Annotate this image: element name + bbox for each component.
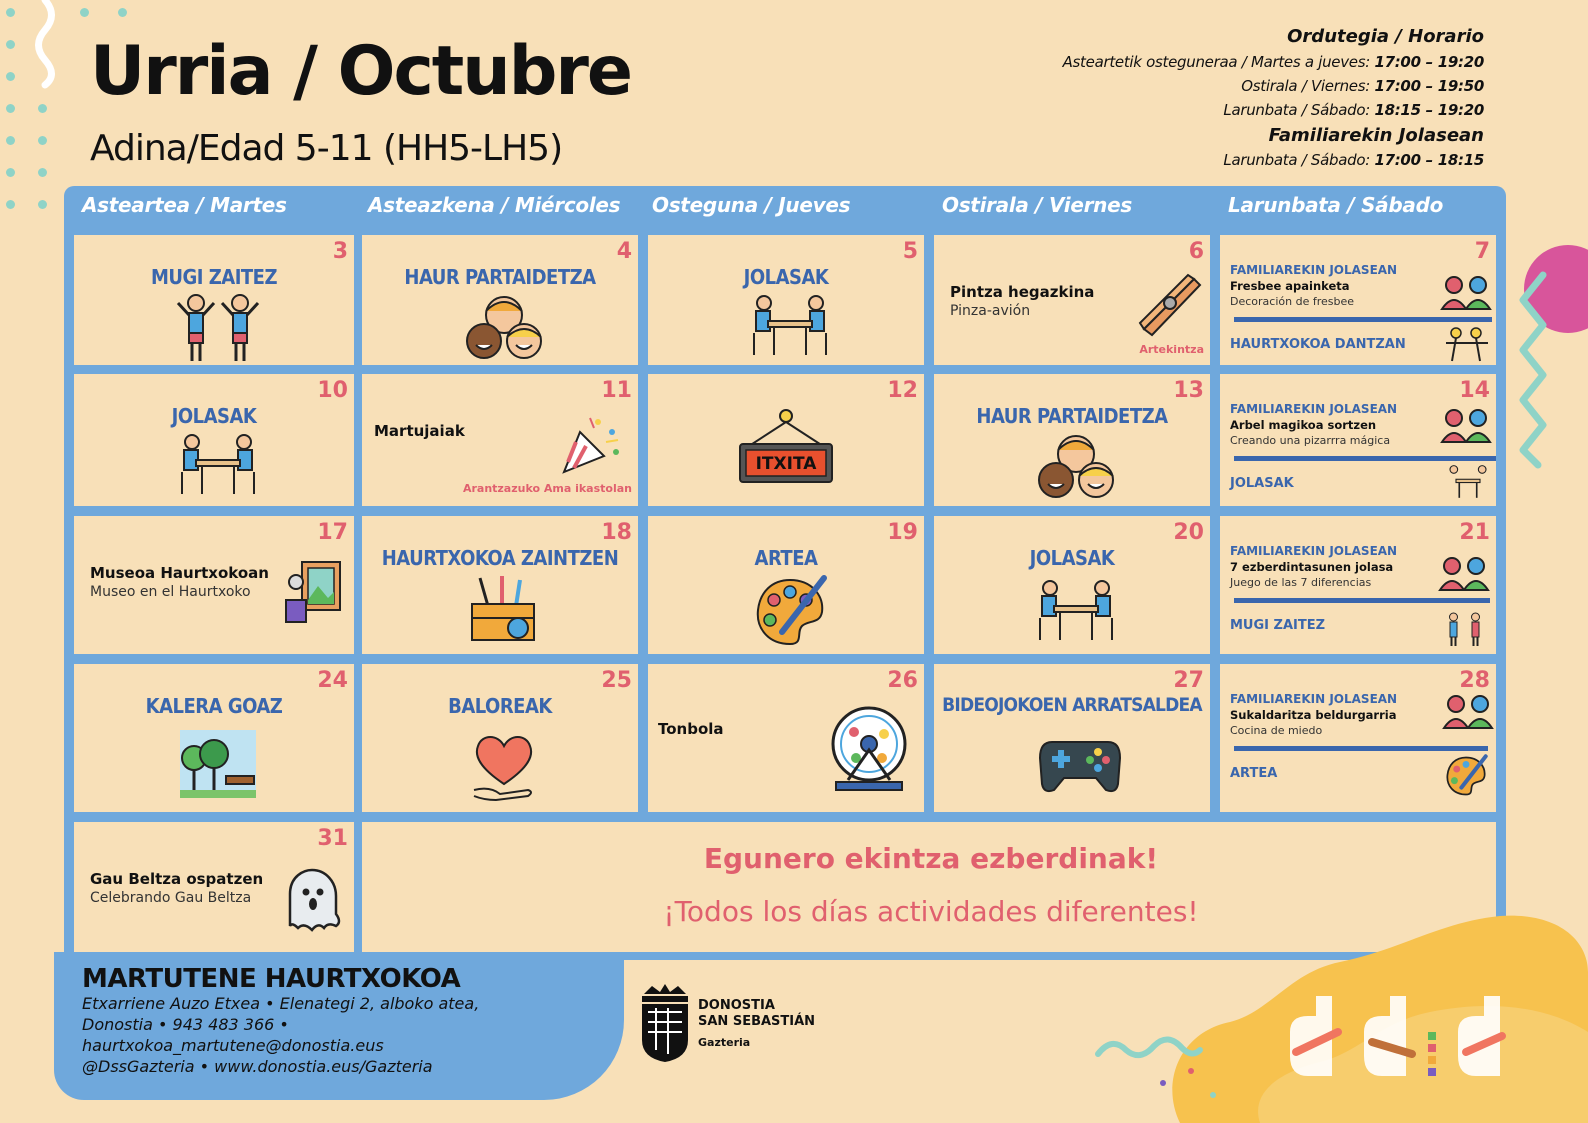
board-game-table-icon (1446, 464, 1490, 500)
day-number: 11 (601, 378, 632, 403)
schedule-heading: Ordutegia / Horario (1287, 26, 1484, 47)
divider-bar (1234, 746, 1488, 751)
activity-title: BIDEOJOKOEN ARRATSALDEA (942, 694, 1202, 716)
age-subtitle: Adina/Edad 5-11 (HH5-LH5) (90, 128, 563, 169)
logo-line-3: Gazteria (698, 1036, 751, 1049)
schedule-line-weekdays (964, 53, 1484, 71)
cell-day-26 (648, 664, 924, 812)
schedule-block (964, 26, 1484, 175)
board-game-table-icon (750, 293, 830, 359)
cell-day-27 (934, 664, 1210, 812)
activity-title: KALERA GOAZ (145, 694, 283, 718)
kids-exercise-icon (1442, 612, 1488, 648)
activity-title: Pintza hegazkina (950, 283, 1095, 301)
logo-line-1: DONOSTIA (698, 998, 775, 1013)
saturday-activity: JOLASAK (1230, 476, 1294, 491)
family-label: FAMILIAREKIN JOLASEAN (1230, 692, 1398, 706)
dancing-kids-icon (1442, 323, 1492, 363)
family-activity-title: Fresbee apainketa (1230, 279, 1350, 293)
day-number: 4 (616, 239, 632, 264)
family-icon (1442, 694, 1494, 730)
cell-day-3 (74, 235, 354, 365)
activity-title: HAUR PARTAIDETZA (976, 404, 1168, 428)
cell-day-14 (1220, 374, 1496, 506)
zigzag-decoration (1518, 270, 1548, 470)
activity-subtitle: Museo en el Haurtxoko (90, 584, 251, 600)
family-icon (1440, 275, 1492, 311)
toolbox-icon (468, 574, 538, 644)
paint-palette-icon (752, 574, 828, 650)
board-game-table-icon (178, 432, 258, 498)
ddd-logo-icon (1282, 992, 1512, 1088)
cell-day-28 (1220, 664, 1496, 812)
gamepad-icon (1038, 734, 1122, 796)
kids-faces-icon (1038, 432, 1114, 502)
board-game-table-icon (1036, 578, 1116, 644)
activity-title: Martujaiak (374, 422, 465, 440)
activity-title: MUGI ZAITEZ (150, 265, 277, 289)
schedule-label: Larunbata / Sábado: (1223, 151, 1370, 169)
schedule-line-saturday (964, 101, 1484, 119)
cell-day-24 (74, 664, 354, 812)
schedule-line-friday (964, 77, 1484, 95)
saturday-activity: HAURTXOKOA DANTZAN (1230, 337, 1406, 352)
family-activity-subtitle: Cocina de miedo (1230, 724, 1323, 737)
cell-day-13 (934, 374, 1210, 506)
divider-bar (1234, 456, 1496, 461)
divider-bar (1234, 317, 1492, 322)
schedule-time: 17:00 – 19:50 (1374, 77, 1484, 95)
day-number: 12 (887, 378, 918, 403)
day-number: 14 (1459, 378, 1490, 403)
park-icon (178, 726, 258, 802)
cell-day-19 (648, 516, 924, 654)
paint-palette-icon (1444, 754, 1488, 798)
cell-day-7 (1220, 235, 1496, 365)
family-activity-subtitle: Creando una pizarrra mágica (1230, 434, 1391, 447)
cell-day-18 (362, 516, 638, 654)
banner-basque: Egunero ekintza ezberdinak! (703, 842, 1159, 875)
day-number: 26 (887, 668, 918, 693)
day-number: 10 (317, 378, 348, 403)
family-activity-title: Arbel magikoa sortzen (1230, 418, 1377, 432)
cell-day-17 (74, 516, 354, 654)
footer-email: haurtxokoa_martutene@donostia.eus (82, 1036, 384, 1055)
cell-day-21 (1220, 516, 1496, 654)
teal-wave-decoration (1094, 1032, 1204, 1062)
day-header-thursday: Osteguna / Jueves (652, 193, 851, 217)
museum-painting-icon (280, 556, 344, 626)
day-number: 6 (1188, 239, 1204, 264)
cell-day-25 (362, 664, 638, 812)
activity-place: Artekintza (1139, 343, 1204, 356)
day-number: 20 (1173, 520, 1204, 545)
day-number: 13 (1173, 378, 1204, 403)
logo-line-2: SAN SEBASTIÁN (698, 1014, 816, 1029)
day-number: 21 (1459, 520, 1490, 545)
party-popper-icon (558, 412, 624, 478)
page-title: Urria / Octubre (90, 32, 632, 111)
cell-day-6 (934, 235, 1210, 365)
schedule-time: 18:15 – 19:20 (1374, 101, 1484, 119)
activity-place: Arantzazuko Ama ikastolan (462, 482, 632, 495)
day-number: 31 (317, 826, 348, 851)
cell-day-10 (74, 374, 354, 506)
activity-title: HAURTXOKOA ZAINTZEN (381, 546, 619, 570)
activity-subtitle: Celebrando Gau Beltza (90, 890, 252, 906)
activity-subtitle: Pinza-avión (950, 303, 1031, 319)
family-label: FAMILIAREKIN JOLASEAN (1230, 263, 1398, 277)
schedule-label: Ostirala / Viernes: (1241, 77, 1370, 95)
footer-address: Etxarriene Auzo Etxea • Elenategi 2, alboko atea, (82, 994, 480, 1013)
activity-title: JOLASAK (743, 265, 829, 289)
day-number: 28 (1459, 668, 1490, 693)
day-header-saturday: Larunbata / Sábado (1228, 193, 1444, 217)
footer-web: @DssGazteria • www.donostia.eus/Gazteria (82, 1057, 433, 1076)
day-number: 25 (601, 668, 632, 693)
family-icon (1438, 556, 1490, 592)
saturday-activity: MUGI ZAITEZ (1230, 618, 1326, 633)
day-header-friday: Ostirala / Viernes (942, 193, 1132, 217)
schedule-label: Asteartetik osteguneraa / Martes a jueves: (1062, 53, 1370, 71)
cell-day-20 (934, 516, 1210, 654)
kids-exercise-icon (174, 293, 264, 365)
cell-day-5 (648, 235, 924, 365)
schedule-label: Larunbata / Sábado: (1223, 101, 1370, 119)
ghost-icon (280, 866, 344, 934)
family-icon (1440, 408, 1492, 444)
day-number: 18 (601, 520, 632, 545)
family-activity-title: 7 ezberdintasunen jolasa (1230, 560, 1394, 574)
day-number: 17 (317, 520, 348, 545)
closed-sign-text: ITXITA (755, 454, 817, 474)
donostia-crest-icon (638, 982, 692, 1064)
activity-title: HAUR PARTAIDETZA (404, 265, 596, 289)
activity-title: Museoa Haurtxokoan (90, 564, 269, 582)
day-number: 27 (1173, 668, 1204, 693)
activity-title: Gau Beltza ospatzen (90, 870, 264, 888)
activity-title: ARTEA (754, 546, 818, 570)
family-label: FAMILIAREKIN JOLASEAN (1230, 544, 1398, 558)
banner-spanish: ¡Todos los días actividades diferentes! (663, 895, 1199, 928)
cell-day-11 (362, 374, 638, 506)
family-activity-title: Sukaldaritza beldurgarria (1230, 708, 1397, 722)
squiggle-decoration (30, 0, 60, 90)
day-number: 5 (902, 239, 918, 264)
activity-title: Tonbola (658, 720, 724, 738)
family-activity-subtitle: Juego de las 7 diferencias (1230, 576, 1372, 589)
schedule-line-family (964, 151, 1484, 169)
day-header-wednesday: Asteazkena / Miércoles (368, 193, 621, 217)
schedule-time: 17:00 – 18:15 (1374, 151, 1484, 169)
cell-day-4 (362, 235, 638, 365)
family-activity-subtitle: Decoración de fresbee (1230, 295, 1354, 308)
schedule-heading-family: Familiarekin Jolasean (1268, 125, 1484, 146)
activity-title: JOLASAK (1029, 546, 1115, 570)
day-number: 19 (887, 520, 918, 545)
footer-center-name: MARTUTENE HAURTXOKOA (82, 964, 461, 994)
activity-title: BALOREAK (448, 694, 552, 718)
cell-day-12 (648, 374, 924, 506)
saturday-activity: ARTEA (1230, 766, 1278, 781)
schedule-time: 17:00 – 19:20 (1374, 53, 1484, 71)
raffle-drum-icon (828, 704, 910, 796)
heart-hand-icon (470, 728, 538, 802)
closed-sign-icon (736, 408, 836, 488)
clothespin-icon (1134, 269, 1204, 339)
day-number: 7 (1474, 239, 1490, 264)
footer-phone: Donostia • 943 483 366 • (82, 1015, 289, 1034)
divider-bar (1234, 598, 1490, 603)
kids-faces-icon (466, 293, 542, 363)
family-label: FAMILIAREKIN JOLASEAN (1230, 402, 1398, 416)
day-number: 24 (317, 668, 348, 693)
day-header-tuesday: Asteartea / Martes (82, 193, 287, 217)
day-number: 3 (332, 239, 348, 264)
activity-title: JOLASAK (171, 404, 257, 428)
cell-day-31 (74, 822, 354, 952)
